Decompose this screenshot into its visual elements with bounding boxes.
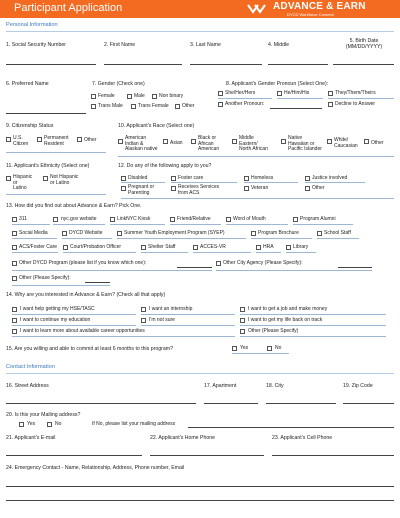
race-asian-label: Asian bbox=[170, 140, 183, 146]
pronoun-he-label: He/Him/His bbox=[284, 89, 310, 96]
heard-other-dycd-field[interactable] bbox=[177, 267, 212, 268]
gender-male-checkbox[interactable] bbox=[127, 94, 132, 99]
section-personal-title: Personal Information bbox=[6, 22, 58, 28]
heard-row-line bbox=[12, 285, 110, 286]
commit-no-label: No bbox=[275, 344, 282, 351]
pronoun-another-field[interactable] bbox=[270, 108, 322, 109]
heard-row-line bbox=[110, 224, 165, 225]
gender-transmale-checkbox[interactable] bbox=[91, 104, 96, 109]
heard-court-label: Court/Probation Officer bbox=[70, 243, 122, 250]
race-other-label: Other bbox=[371, 140, 384, 146]
street-field[interactable] bbox=[6, 403, 196, 404]
heard-hra-label: HRA bbox=[263, 243, 274, 250]
why-other-checkbox[interactable] bbox=[240, 329, 245, 334]
heard-other-agency-field[interactable] bbox=[338, 267, 372, 268]
apply-homeless-label: Homeless bbox=[251, 174, 274, 181]
why-notsure-checkbox[interactable] bbox=[141, 318, 146, 323]
logo-text: ADVANCE & EARN bbox=[273, 1, 366, 12]
commit-yes-checkbox[interactable] bbox=[232, 346, 237, 351]
gender-nonbinary-label: Non binary bbox=[159, 92, 184, 99]
commit-yes-label: Yes bbox=[240, 344, 249, 351]
heard-library-checkbox[interactable] bbox=[286, 245, 291, 250]
heard-word-checkbox[interactable] bbox=[226, 217, 231, 222]
last-name-label: 3. Last Name bbox=[190, 42, 221, 48]
why-row-line bbox=[240, 314, 386, 315]
pronoun-she-checkbox[interactable] bbox=[218, 91, 223, 96]
race-american-indian-checkbox[interactable] bbox=[118, 139, 123, 144]
section-divider bbox=[6, 373, 394, 374]
heard-row-line bbox=[53, 224, 105, 225]
apply-row-line bbox=[244, 182, 298, 183]
why-title: 14. Why are you interested in Advance & Earn? (Check all that apply) bbox=[6, 292, 166, 298]
gender-nonbinary-checkbox[interactable] bbox=[152, 94, 157, 99]
heard-shelter-checkbox[interactable] bbox=[141, 245, 146, 250]
heard-row-line bbox=[251, 238, 312, 239]
logo-subtitle: DYCD Workforce Connect bbox=[287, 12, 334, 17]
apartment-field[interactable] bbox=[204, 403, 258, 404]
heard-row-line bbox=[286, 252, 316, 253]
preferred-name-label: 6. Preferred Name bbox=[6, 81, 49, 87]
city-label: 18. City bbox=[266, 383, 284, 389]
mailing-yes-label: Yes bbox=[27, 420, 36, 427]
last-name-field[interactable] bbox=[190, 64, 262, 65]
gender-title: 7. Gender (Check one) bbox=[92, 81, 145, 87]
mailing-address-field[interactable] bbox=[188, 427, 394, 428]
apply-foster-checkbox[interactable] bbox=[171, 176, 176, 181]
heard-school-checkbox[interactable] bbox=[317, 231, 322, 236]
heard-row-line bbox=[170, 224, 221, 225]
heard-syep-checkbox[interactable] bbox=[117, 231, 122, 236]
why-other-label: Other (Please Specify) bbox=[248, 327, 299, 334]
race-mena-checkbox[interactable] bbox=[232, 139, 237, 144]
pronoun-he-checkbox[interactable] bbox=[277, 91, 282, 96]
citizen-other-label: Other bbox=[84, 137, 97, 143]
why-row-line bbox=[240, 325, 386, 326]
pronoun-she-label: She/Her/Hers bbox=[225, 89, 256, 96]
race-title: 10. Applicant's Race (Select one) bbox=[118, 123, 195, 129]
citizen-us-checkbox[interactable] bbox=[6, 137, 11, 142]
heard-linknyc-label: LinkNYC Kiosk bbox=[117, 215, 151, 222]
ethnicity-title: 11. Applicant's Ethnicity (Select one) bbox=[6, 163, 90, 169]
heard-title: 13. How did you find out about Advance & Earn? Pick One. bbox=[6, 203, 142, 209]
heard-row-line bbox=[256, 252, 281, 253]
race-mena-label: Middle Eastern/ North African bbox=[239, 135, 268, 153]
why-track-checkbox[interactable] bbox=[240, 318, 245, 323]
why-career-label: I want to learn more about available career opportunities bbox=[20, 327, 145, 334]
race-pacific-label: Native Hawaiian or Pacific Islander bbox=[288, 135, 322, 153]
heard-311-label: 311 bbox=[19, 215, 27, 222]
why-row-line bbox=[240, 336, 386, 337]
heard-row-line bbox=[63, 252, 136, 253]
gender-transmale-label: Trans Male bbox=[98, 102, 123, 109]
emergency-label: 24. Emergency Contact - Name, Relationship, Address, Phone number, Email bbox=[6, 465, 185, 471]
logo-chevron-icon bbox=[247, 2, 269, 16]
apply-acs-checkbox[interactable] bbox=[171, 186, 176, 191]
mailing-no-checkbox[interactable] bbox=[47, 422, 52, 427]
heard-social-label: Social Media bbox=[19, 229, 48, 236]
dob-label: 5. Birth Date (MM/DD/YYYY) bbox=[345, 38, 383, 50]
mailing-question: 20. Is this your Mailing address? bbox=[6, 412, 81, 418]
heard-court-checkbox[interactable] bbox=[63, 245, 68, 250]
apply-title: 12. Do any of the following apply to you? bbox=[118, 163, 212, 169]
mailing-no-label: No bbox=[55, 420, 62, 427]
citizenship-line bbox=[6, 152, 106, 153]
apply-line bbox=[121, 198, 394, 199]
race-asian-checkbox[interactable] bbox=[163, 139, 168, 144]
heard-row-line bbox=[317, 238, 359, 239]
why-job-checkbox[interactable] bbox=[240, 307, 245, 312]
commit-title: 15. Are you willing and able to commit at least 6 months to this program? bbox=[6, 346, 173, 352]
pronoun-they-label: They/Them/Theirs bbox=[335, 89, 376, 96]
gender-transfemale-checkbox[interactable] bbox=[131, 104, 136, 109]
heard-social-checkbox[interactable] bbox=[12, 231, 17, 236]
middle-field[interactable] bbox=[268, 64, 328, 65]
why-education-label: I want to continue my education bbox=[20, 316, 91, 323]
middle-label: 4. Middle bbox=[268, 42, 290, 48]
dob-field[interactable] bbox=[333, 64, 394, 65]
race-black-label: Black or African American bbox=[198, 135, 220, 153]
heard-dycd-checkbox[interactable] bbox=[62, 231, 67, 236]
race-white-checkbox[interactable] bbox=[327, 139, 332, 144]
heard-row-line bbox=[141, 252, 188, 253]
emergency-field[interactable] bbox=[6, 486, 394, 487]
gender-female-label: Female bbox=[98, 92, 115, 99]
emergency-field-line2[interactable] bbox=[6, 500, 394, 501]
heard-accesvr-checkbox[interactable] bbox=[193, 245, 198, 250]
apply-row-line bbox=[305, 182, 365, 183]
apply-pregnant-checkbox[interactable] bbox=[121, 186, 126, 191]
pronoun-row-line bbox=[218, 98, 272, 99]
heard-word-label: Word of Mouth bbox=[233, 215, 266, 222]
apply-justice-label: Justice involved bbox=[312, 174, 348, 181]
apply-acs-label: Receives Services from ACS bbox=[178, 184, 220, 196]
apply-justice-checkbox[interactable] bbox=[305, 176, 310, 181]
why-row-line bbox=[141, 314, 235, 315]
ssn-field[interactable] bbox=[6, 64, 96, 65]
citizen-permanent-label: Permanent Resident bbox=[44, 135, 69, 147]
apply-row-line bbox=[121, 182, 165, 183]
email-field[interactable] bbox=[6, 455, 142, 456]
email-label: 21. Applicant's E-mail bbox=[6, 435, 56, 441]
mailing-yes-checkbox[interactable] bbox=[19, 422, 24, 427]
heard-row-line bbox=[12, 224, 50, 225]
heard-row-line bbox=[216, 270, 372, 271]
heard-other-label: Other (Please Specify): bbox=[19, 274, 71, 281]
heard-nycgov-label: nyc.gov website bbox=[61, 215, 97, 222]
pronoun-decline-label: Decline to Answer bbox=[335, 100, 376, 107]
heard-row-line bbox=[226, 224, 288, 225]
why-hse-label: I want help getting my HSE/TASC bbox=[20, 305, 95, 312]
heard-row-line bbox=[12, 252, 58, 253]
citizenship-title: 9. Citizenship Status bbox=[6, 123, 54, 129]
cell-phone-label: 23. Applicant's Cell Phone bbox=[272, 435, 333, 441]
heard-other-agency-checkbox[interactable] bbox=[216, 261, 221, 266]
heard-alumni-checkbox[interactable] bbox=[293, 217, 298, 222]
apply-veteran-checkbox[interactable] bbox=[244, 186, 249, 191]
home-phone-label: 22. Applicant's Home Phone bbox=[150, 435, 216, 441]
citizen-other-checkbox[interactable] bbox=[77, 137, 82, 142]
home-phone-field[interactable] bbox=[150, 455, 264, 456]
heard-syep-label: Summer Youth Employment Program (SYEP) bbox=[124, 229, 225, 236]
heard-hra-checkbox[interactable] bbox=[256, 245, 261, 250]
apply-foster-label: Foster care bbox=[178, 174, 204, 181]
city-field[interactable] bbox=[266, 403, 336, 404]
heard-other-field[interactable] bbox=[85, 282, 110, 283]
race-other-checkbox[interactable] bbox=[364, 139, 369, 144]
heard-other-dycd-label: Other DYCD Program (please list if you know which one): bbox=[19, 259, 147, 266]
heard-row-line bbox=[12, 270, 212, 271]
apply-veteran-label: Veteran bbox=[251, 184, 269, 191]
apply-disabled-label: Disabled bbox=[128, 174, 148, 181]
zip-label: 19. Zip Code bbox=[343, 383, 373, 389]
heard-other-dycd-checkbox[interactable] bbox=[12, 261, 17, 266]
heard-brochure-label: Program Brochure bbox=[258, 229, 299, 236]
why-track-label: I want to get my life back on track bbox=[248, 316, 323, 323]
heard-dycd-label: DYCD Website bbox=[69, 229, 103, 236]
heard-other-checkbox[interactable] bbox=[12, 276, 17, 281]
pronoun-another-label: Another Pronoun: bbox=[225, 100, 265, 107]
mailing-note: If No, please list your mailing address bbox=[92, 420, 176, 427]
apply-disabled-checkbox[interactable] bbox=[121, 176, 126, 181]
gender-other-label: Other bbox=[182, 102, 195, 109]
race-line bbox=[118, 156, 394, 157]
heard-row-line bbox=[62, 238, 112, 239]
heard-school-label: School Staff bbox=[324, 229, 351, 236]
why-row-line bbox=[12, 314, 136, 315]
pronoun-row-line bbox=[328, 98, 394, 99]
pronoun-row-line bbox=[277, 98, 323, 99]
why-row-line bbox=[12, 336, 235, 337]
apartment-label: 17. Apartment bbox=[204, 383, 237, 389]
gender-other-checkbox[interactable] bbox=[175, 104, 180, 109]
pronoun-title: 8. Applicant's Gender Pronoun (Select One): bbox=[226, 81, 329, 87]
heard-acs-checkbox[interactable] bbox=[12, 245, 17, 250]
street-label: 16. Street Address bbox=[6, 383, 49, 389]
heard-linknyc-checkbox[interactable] bbox=[110, 217, 115, 222]
apply-homeless-checkbox[interactable] bbox=[244, 176, 249, 181]
heard-311-checkbox[interactable] bbox=[12, 217, 17, 222]
why-internship-label: I want an internship bbox=[149, 305, 193, 312]
why-row-line bbox=[141, 325, 235, 326]
why-internship-checkbox[interactable] bbox=[141, 307, 146, 312]
zip-field[interactable] bbox=[343, 403, 394, 404]
pronoun-they-checkbox[interactable] bbox=[328, 91, 333, 96]
first-name-field[interactable] bbox=[104, 64, 182, 65]
gender-male-label: Male bbox=[134, 92, 145, 99]
why-notsure-label: I'm not sure bbox=[149, 316, 175, 323]
commit-no-checkbox[interactable] bbox=[267, 346, 272, 351]
apply-other-checkbox[interactable] bbox=[305, 186, 310, 191]
apply-other-label: Other bbox=[312, 184, 325, 191]
heard-alumni-label: Program Alumni bbox=[300, 215, 336, 222]
commit-line bbox=[232, 353, 289, 354]
heard-nycgov-checkbox[interactable] bbox=[53, 217, 58, 222]
heard-row-line bbox=[117, 238, 246, 239]
logo bbox=[247, 1, 397, 18]
why-education-checkbox[interactable] bbox=[12, 318, 17, 323]
race-american-indian-label: American Indian & Alaskan native bbox=[125, 135, 158, 153]
heard-brochure-checkbox[interactable] bbox=[251, 231, 256, 236]
ethnicity-hispanic-label: Hispanic or Latino bbox=[13, 174, 33, 192]
heard-row-line bbox=[193, 252, 251, 253]
pronoun-another-checkbox[interactable] bbox=[218, 102, 223, 107]
why-job-label: I want to get a job and make money bbox=[248, 305, 328, 312]
why-hse-checkbox[interactable] bbox=[12, 307, 17, 312]
race-black-checkbox[interactable] bbox=[191, 139, 196, 144]
pronoun-decline-checkbox[interactable] bbox=[328, 102, 333, 107]
ethnicity-not-hispanic-checkbox[interactable] bbox=[43, 176, 48, 181]
race-white-label: White/ Caucasian bbox=[334, 137, 358, 149]
gender-female-checkbox[interactable] bbox=[91, 94, 96, 99]
first-name-label: 2. First Name bbox=[104, 42, 136, 48]
apply-pregnant-label: Pregnant or Parenting bbox=[128, 184, 155, 196]
apply-row-line bbox=[171, 182, 237, 183]
form-title: Participant Application bbox=[14, 2, 123, 14]
ethnicity-hispanic-checkbox[interactable] bbox=[6, 176, 11, 181]
why-career-checkbox[interactable] bbox=[12, 329, 17, 334]
heard-other-agency-label: Other City Agency (Please Specify): bbox=[223, 259, 303, 266]
header-bar bbox=[0, 0, 400, 18]
section-divider bbox=[6, 31, 394, 32]
heard-accesvr-label: ACCES-VR bbox=[200, 243, 226, 250]
heard-row-line bbox=[12, 238, 57, 239]
why-row-line bbox=[12, 325, 136, 326]
cell-phone-field[interactable] bbox=[272, 455, 394, 456]
heard-library-label: Library bbox=[293, 243, 309, 250]
ethnicity-not-hispanic-label: Not Hispanic or Latino bbox=[50, 174, 79, 186]
citizen-us-label: U.S. Citizen bbox=[13, 135, 29, 147]
heard-row-line bbox=[293, 224, 353, 225]
heard-shelter-label: Shelter Staff bbox=[148, 243, 176, 250]
race-pacific-checkbox[interactable] bbox=[281, 139, 286, 144]
heard-friend-label: Friend/Relative bbox=[177, 215, 211, 222]
heard-friend-checkbox[interactable] bbox=[170, 217, 175, 222]
preferred-name-field[interactable] bbox=[6, 113, 86, 114]
section-contact-title: Contact Information bbox=[6, 364, 55, 370]
ethnicity-line bbox=[6, 194, 106, 195]
heard-acs-label: ACS/Foster Care bbox=[19, 243, 58, 250]
citizen-permanent-checkbox[interactable] bbox=[37, 137, 42, 142]
gender-transfemale-label: Trans Female bbox=[138, 102, 169, 109]
ssn-label: 1. Social Security Number bbox=[6, 42, 66, 48]
